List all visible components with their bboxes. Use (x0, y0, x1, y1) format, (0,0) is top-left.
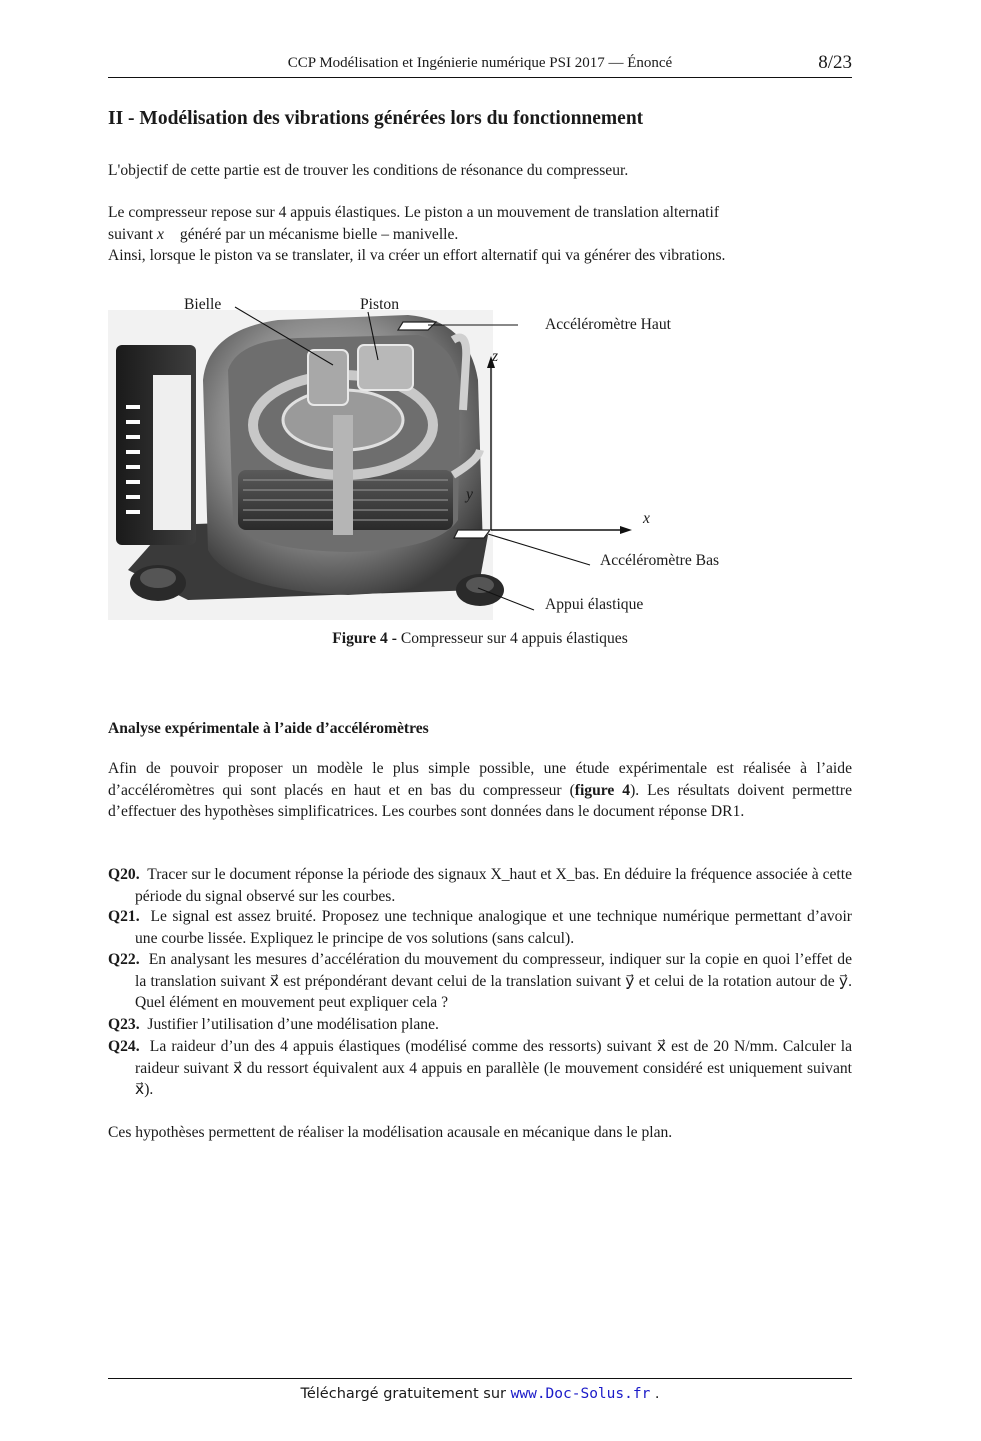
question-24: Q24. La raideur d’un des 4 appuis élastiques (modélisé comme des ressorts) suivant x⃗ est de 20 N/mm. Calculer la raideur suivant x⃗ du ressort équivalent aux 4 appuis en parallèle (le mouvement considéré est uniquement suivant x⃗). (108, 1038, 853, 1098)
connecting-rod (308, 350, 348, 405)
label-axis-y: y⃗ (466, 486, 486, 503)
compressor-illustration (108, 290, 868, 625)
figure-reference: figure 4 (574, 781, 631, 799)
figure-caption: Figure 4 - Compresseur sur 4 appuis élastiques (332, 630, 628, 647)
footer-rule (108, 1378, 852, 1379)
description-line-1: Le compresseur repose sur 4 appuis élastiques. Le piston a un mouvement de translation alternatif (108, 204, 720, 221)
section-title: II - Modélisation des vibrations générées lors du fonctionnement (108, 108, 644, 129)
description-line-3: Ainsi, lorsque le piston va se translater, il va créer un effort alternatif qui va générer des vibrations. (108, 247, 726, 264)
header-rule (108, 77, 852, 78)
label-axis-z: z⃗ (492, 348, 511, 365)
accelerometer-bas-marker (454, 530, 490, 538)
analysis-title: Analyse expérimentale à l’aide d’accéléromètres (108, 720, 429, 737)
conclusion-paragraph: Ces hypothèses permettent de réaliser la modélisation acausale en mécanique dans le plan. (108, 1124, 673, 1141)
objective-paragraph: L'objectif de cette partie est de trouver les conditions de résonance du compresseur. (108, 162, 629, 179)
label-bielle: Bielle (184, 296, 222, 313)
label-accelerometre-bas: Accéléromètre Bas (600, 552, 720, 569)
piston-cylinder (358, 345, 413, 390)
description-paragraph (108, 202, 852, 267)
label-axis-x: x⃗ (643, 510, 663, 527)
vector-x: x⃗ (156, 225, 177, 243)
question-22: Q22. En analysant les mesures d’accélération du mouvement du compresseur, indiquer sur la copie en quoi l’effet de la translation suivant x⃗ est prépondérant devant celui de la translation suivant y⃗ et celui de la rotation autour de y⃗. Quel élément en mouvement peut expliquer cela ? (108, 951, 852, 1011)
box-label (153, 375, 191, 530)
description-line-2: suivant x⃗ généré par un mécanisme bielle – manivelle. (108, 225, 459, 243)
label-appui-elastique: Appui élastique (545, 596, 644, 613)
crankshaft (333, 415, 353, 535)
acc-bas-leader (488, 534, 590, 565)
footer: Téléchargé gratuitement sur www.Doc-Solus.fr . (300, 1386, 660, 1402)
header-title: CCP Modélisation et Ingénierie numérique PSI 2017 — Énoncé (287, 55, 673, 71)
question-21: Q21. Le signal est assez bruité. Proposez une technique analogique et une technique numérique permettant d’avoir une courbe lissée. Expliquez le principe de vos solutions (sans calcul). (108, 908, 852, 947)
label-piston: Piston (360, 296, 399, 313)
analysis-paragraph: Afin de pouvoir proposer un modèle le plus simple possible, une étude expérimentale est réalisée à l’aide d’accéléromètres qui sont placés en haut et en bas du compresseur (figure 4). Les résultats doivent permettre d’effectuer des hypothèses simplificatrices. Les courbes sont données dans le document réponse DR1. (108, 760, 852, 820)
label-accelerometre-haut: Accéléromètre Haut (545, 316, 671, 333)
compressor-figure (108, 290, 868, 625)
question-20: Q20. Tracer sur le document réponse la période des signaux X_haut et X_bas. En déduire la fréquence associée à cette période du signal observé sur les courbes. (108, 866, 853, 905)
footer-link[interactable]: www.Doc-Solus.fr (510, 1386, 651, 1402)
question-23: Q23. Justifier l’utilisation d’une modélisation plane. (108, 1016, 439, 1033)
page-number: 8/23 (818, 52, 852, 73)
